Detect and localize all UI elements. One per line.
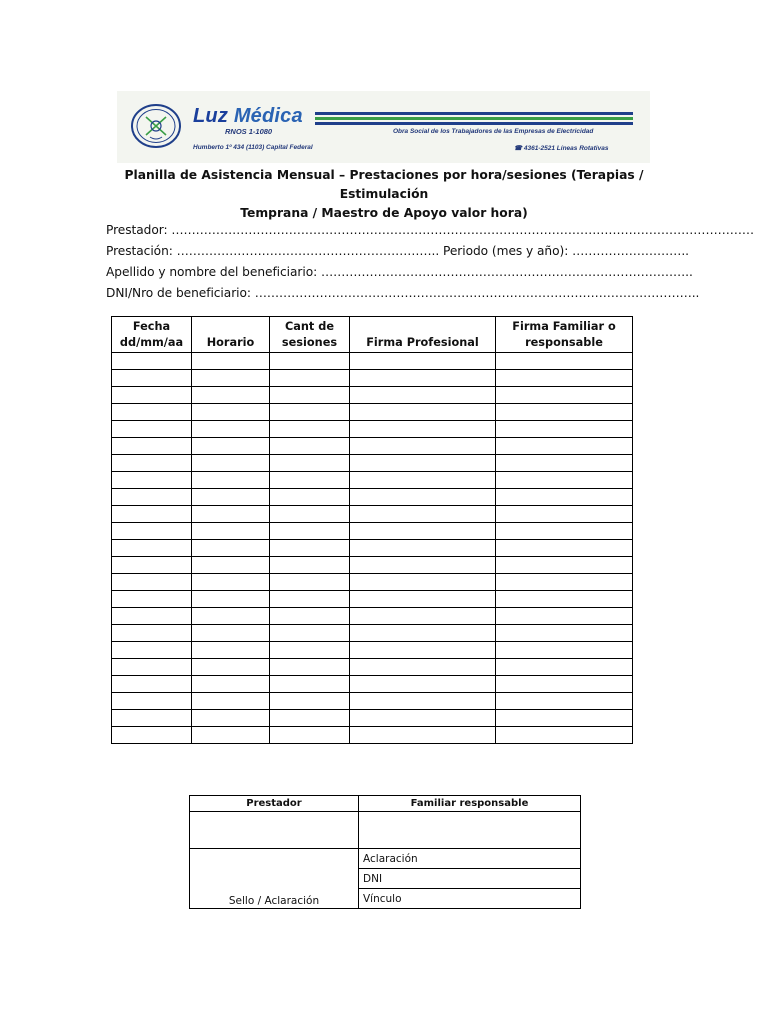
table-row — [112, 387, 633, 404]
cell-firma-familiar[interactable] — [496, 370, 633, 387]
cell-firma-familiar[interactable] — [496, 625, 633, 642]
cell-firma-profesional[interactable] — [350, 676, 496, 693]
cell-horario[interactable] — [192, 540, 270, 557]
cell-cant-sesiones[interactable] — [270, 727, 350, 744]
table-header-row — [112, 317, 633, 353]
table-row — [112, 574, 633, 591]
table-row — [112, 404, 633, 421]
cell-fecha[interactable] — [112, 438, 192, 455]
col-firma-familiar: Firma Familiar o responsable — [496, 317, 633, 353]
cell-fecha[interactable] — [112, 591, 192, 608]
cell-horario[interactable] — [192, 727, 270, 744]
col-cant-sesiones: Cant de sesiones — [270, 317, 350, 353]
cell-firma-profesional[interactable] — [350, 727, 496, 744]
cell-firma-profesional[interactable] — [350, 625, 496, 642]
sello-label: Sello / Aclaración — [228, 895, 320, 907]
cell-horario[interactable] — [192, 421, 270, 438]
cell-firma-profesional[interactable] — [350, 540, 496, 557]
field-beneficiario[interactable]: Apellido y nombre del beneficiario: ……………………………………………………………………………….. — [106, 265, 693, 279]
cell-cant-sesiones[interactable] — [270, 591, 350, 608]
col-fecha: Fecha dd/mm/aa — [112, 317, 192, 353]
cell-firma-familiar[interactable] — [496, 710, 633, 727]
cell-cant-sesiones[interactable] — [270, 489, 350, 506]
cell-firma-familiar[interactable] — [496, 727, 633, 744]
cell-horario[interactable] — [192, 506, 270, 523]
cell-fecha[interactable] — [112, 727, 192, 744]
cell-fecha[interactable] — [112, 574, 192, 591]
cell-firma-profesional[interactable] — [350, 455, 496, 472]
sig-prestador-signature-cell[interactable] — [190, 812, 359, 849]
cell-firma-profesional[interactable] — [350, 438, 496, 455]
cell-fecha[interactable] — [112, 472, 192, 489]
table-row — [112, 421, 633, 438]
cell-cant-sesiones[interactable] — [270, 574, 350, 591]
cell-fecha[interactable] — [112, 676, 192, 693]
cell-cant-sesiones[interactable] — [270, 404, 350, 421]
cell-fecha[interactable] — [112, 404, 192, 421]
table-row — [112, 625, 633, 642]
cell-firma-familiar[interactable] — [496, 489, 633, 506]
cell-horario[interactable] — [192, 693, 270, 710]
sig-sello-aclaracion-cell[interactable] — [190, 849, 359, 909]
table-row — [112, 540, 633, 557]
attendance-rows — [112, 353, 633, 744]
cell-firma-familiar[interactable] — [496, 591, 633, 608]
cell-fecha[interactable] — [112, 489, 192, 506]
cell-cant-sesiones[interactable] — [270, 625, 350, 642]
cell-firma-familiar[interactable] — [496, 455, 633, 472]
cell-firma-profesional[interactable] — [350, 523, 496, 540]
cell-firma-familiar[interactable] — [496, 438, 633, 455]
signature-table — [189, 795, 581, 909]
cell-fecha[interactable] — [112, 557, 192, 574]
table-row — [112, 455, 633, 472]
cell-firma-profesional[interactable] — [350, 557, 496, 574]
brand-stripe-blue — [315, 112, 633, 115]
cell-firma-familiar[interactable] — [496, 557, 633, 574]
emblem-seal-icon — [130, 103, 182, 149]
cell-fecha[interactable] — [112, 659, 192, 676]
header-banner — [117, 91, 650, 163]
cell-firma-profesional[interactable] — [350, 472, 496, 489]
field-dni[interactable]: DNI/Nro de beneficiario: ……………………………………………………………………………………………….. — [106, 286, 700, 300]
table-row — [112, 353, 633, 370]
phone-line — [514, 144, 608, 152]
cell-firma-familiar[interactable] — [496, 421, 633, 438]
cell-firma-familiar[interactable] — [496, 676, 633, 693]
cell-cant-sesiones[interactable] — [270, 642, 350, 659]
cell-firma-profesional[interactable] — [350, 693, 496, 710]
cell-fecha[interactable] — [112, 421, 192, 438]
cell-firma-familiar[interactable] — [496, 472, 633, 489]
cell-fecha[interactable] — [112, 693, 192, 710]
cell-fecha[interactable] — [112, 540, 192, 557]
cell-firma-profesional[interactable] — [350, 421, 496, 438]
table-row — [112, 591, 633, 608]
cell-fecha[interactable] — [112, 642, 192, 659]
title-line-2: Temprana / Maestro de Apoyo valor hora) — [240, 206, 528, 220]
cell-horario[interactable] — [192, 353, 270, 370]
table-row — [112, 693, 633, 710]
cell-firma-profesional[interactable] — [350, 506, 496, 523]
cell-horario[interactable] — [192, 455, 270, 472]
table-row — [112, 659, 633, 676]
cell-fecha[interactable] — [112, 353, 192, 370]
cell-horario[interactable] — [192, 659, 270, 676]
field-prestacion-periodo[interactable]: Prestación: ……………………………………………………….. Periodo (mes y año): ……………………….. — [106, 244, 689, 258]
cell-firma-familiar[interactable] — [496, 353, 633, 370]
phone-icon: ☎ — [514, 145, 524, 152]
cell-firma-familiar[interactable] — [496, 574, 633, 591]
cell-firma-profesional[interactable] — [350, 489, 496, 506]
cell-firma-familiar[interactable] — [496, 540, 633, 557]
cell-fecha[interactable] — [112, 455, 192, 472]
cell-firma-familiar[interactable] — [496, 506, 633, 523]
sig-aclaracion-field[interactable]: Aclaración — [359, 849, 581, 869]
cell-cant-sesiones[interactable] — [270, 557, 350, 574]
cell-horario[interactable] — [192, 489, 270, 506]
brand-name-first: Luz — [193, 105, 229, 127]
rnos-number: RNOS 1-1080 — [225, 127, 273, 136]
cell-cant-sesiones[interactable] — [270, 659, 350, 676]
phone-text: 4361-2521 Líneas Rotativas — [523, 145, 609, 152]
cell-firma-familiar[interactable] — [496, 642, 633, 659]
cell-horario[interactable] — [192, 574, 270, 591]
cell-fecha[interactable] — [112, 608, 192, 625]
cell-cant-sesiones[interactable] — [270, 523, 350, 540]
table-row — [112, 506, 633, 523]
cell-fecha[interactable] — [112, 506, 192, 523]
col-horario: Horario — [192, 317, 270, 353]
cell-firma-profesional[interactable] — [350, 710, 496, 727]
table-row — [112, 608, 633, 625]
cell-cant-sesiones[interactable] — [270, 421, 350, 438]
field-prestador[interactable]: Prestador: ……………………………………………………………………………………………………………………………… — [106, 223, 754, 237]
table-row — [112, 523, 633, 540]
cell-horario[interactable] — [192, 625, 270, 642]
table-row — [112, 557, 633, 574]
cell-firma-profesional[interactable] — [350, 608, 496, 625]
cell-firma-familiar[interactable] — [496, 387, 633, 404]
col-firma-profesional: Firma Profesional — [350, 317, 496, 353]
table-row — [112, 489, 633, 506]
cell-firma-familiar[interactable] — [496, 659, 633, 676]
brand-stripe-blue-2 — [315, 122, 633, 125]
cell-firma-profesional[interactable] — [350, 387, 496, 404]
cell-firma-familiar[interactable] — [496, 404, 633, 421]
cell-firma-profesional[interactable] — [350, 353, 496, 370]
document-title — [100, 166, 668, 223]
cell-horario[interactable] — [192, 387, 270, 404]
cell-firma-profesional[interactable] — [350, 659, 496, 676]
cell-horario[interactable] — [192, 523, 270, 540]
cell-firma-familiar[interactable] — [496, 523, 633, 540]
cell-cant-sesiones[interactable] — [270, 608, 350, 625]
table-row — [112, 370, 633, 387]
cell-firma-profesional[interactable] — [350, 404, 496, 421]
table-row — [112, 727, 633, 744]
cell-horario[interactable] — [192, 608, 270, 625]
cell-cant-sesiones[interactable] — [270, 370, 350, 387]
cell-cant-sesiones[interactable] — [270, 455, 350, 472]
cell-firma-profesional[interactable] — [350, 370, 496, 387]
cell-firma-profesional[interactable] — [350, 574, 496, 591]
table-row — [112, 710, 633, 727]
sig-header-familiar: Familiar responsable — [359, 796, 581, 812]
cell-firma-familiar[interactable] — [496, 693, 633, 710]
address-text: Humberto 1º 434 (1103) Capital Federal — [193, 144, 313, 151]
cell-fecha[interactable] — [112, 523, 192, 540]
cell-cant-sesiones[interactable] — [270, 438, 350, 455]
table-row — [112, 472, 633, 489]
sig-header-prestador: Prestador — [190, 796, 359, 812]
cell-horario[interactable] — [192, 591, 270, 608]
cell-firma-profesional[interactable] — [350, 591, 496, 608]
cell-cant-sesiones[interactable] — [270, 387, 350, 404]
cell-horario[interactable] — [192, 557, 270, 574]
table-row — [112, 438, 633, 455]
sig-dni-field[interactable]: DNI — [359, 869, 581, 889]
cell-cant-sesiones[interactable] — [270, 676, 350, 693]
cell-fecha[interactable] — [112, 370, 192, 387]
title-line-1: Planilla de Asistencia Mensual – Prestaciones por hora/sesiones (Terapias / Estimulación — [124, 168, 644, 201]
cell-cant-sesiones[interactable] — [270, 693, 350, 710]
organization-name: Obra Social de los Trabajadores de las Empresas de Electricidad — [393, 128, 594, 135]
cell-firma-profesional[interactable] — [350, 642, 496, 659]
table-row — [112, 642, 633, 659]
cell-horario[interactable] — [192, 676, 270, 693]
cell-fecha[interactable] — [112, 625, 192, 642]
cell-cant-sesiones[interactable] — [270, 506, 350, 523]
cell-horario[interactable] — [192, 370, 270, 387]
brand-name-second: Médica — [233, 105, 303, 127]
cell-horario[interactable] — [192, 642, 270, 659]
brand-logo — [193, 105, 303, 128]
cell-fecha[interactable] — [112, 387, 192, 404]
cell-cant-sesiones[interactable] — [270, 540, 350, 557]
attendance-table — [111, 316, 633, 744]
cell-horario[interactable] — [192, 710, 270, 727]
cell-cant-sesiones[interactable] — [270, 472, 350, 489]
cell-horario[interactable] — [192, 404, 270, 421]
sig-vinculo-field[interactable]: Vínculo — [359, 889, 581, 909]
cell-cant-sesiones[interactable] — [270, 710, 350, 727]
cell-firma-familiar[interactable] — [496, 608, 633, 625]
cell-horario[interactable] — [192, 472, 270, 489]
brand-stripe-green — [315, 117, 633, 120]
table-row — [112, 676, 633, 693]
cell-fecha[interactable] — [112, 710, 192, 727]
cell-horario[interactable] — [192, 438, 270, 455]
cell-cant-sesiones[interactable] — [270, 353, 350, 370]
sig-familiar-signature-cell[interactable] — [359, 812, 581, 849]
